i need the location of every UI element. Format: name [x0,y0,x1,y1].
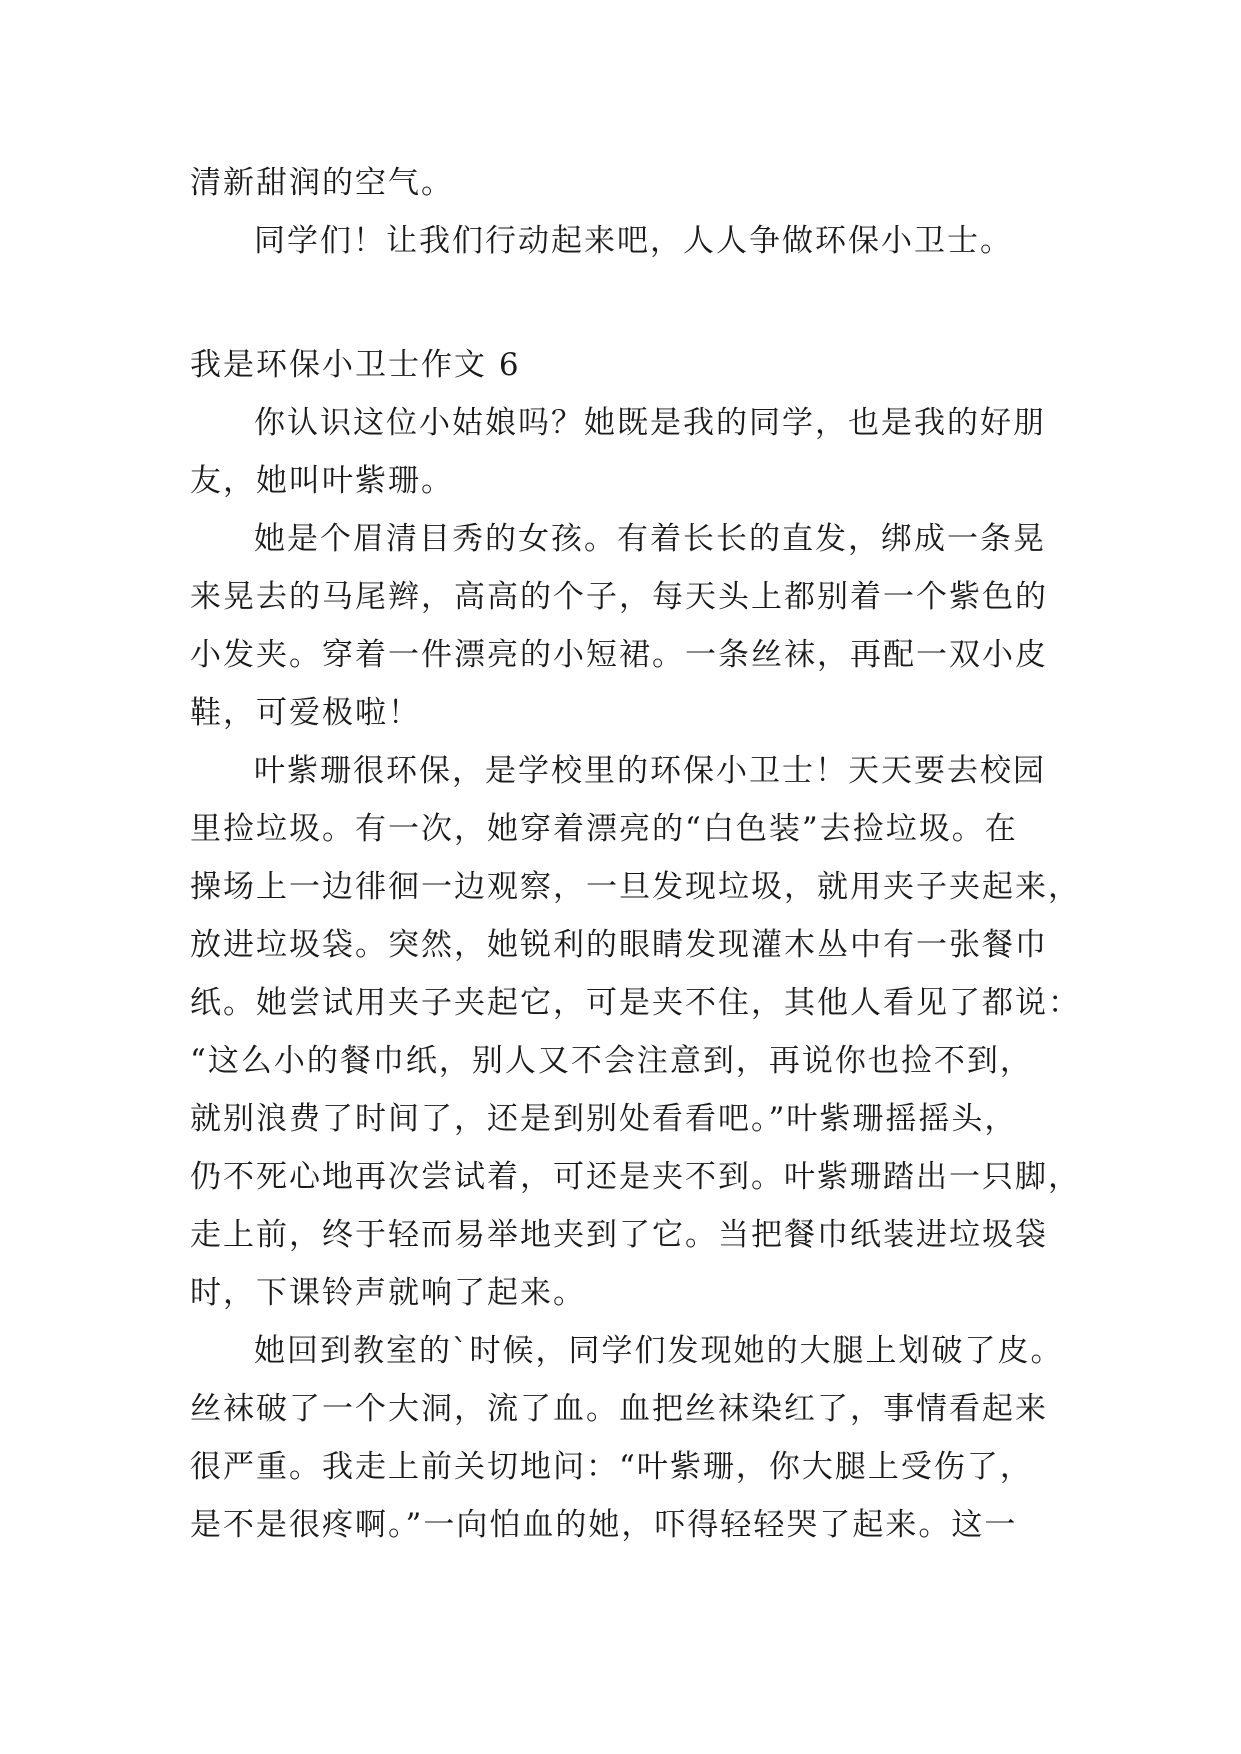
text-line: 操场上一边徘徊一边观察，一旦发现垃圾，就用夹子夹起来， [190,869,1081,905]
text-line: 就别浪费了时间了，还是到别处看看吧。”叶紫珊摇摇头， [190,1101,1018,1137]
text-line: 时，下课铃声就响了起来。 [190,1275,586,1311]
text-line: 叶紫珊很环保，是学校里的环保小卫士！天天要去校园 [254,753,1046,789]
text-line: 是不是很疼啊。”一向怕血的她，吓得轻轻哭了起来。这一 [190,1507,1018,1543]
text-line: 放进垃圾袋。突然，她锐利的眼睛发现灌木丛中有一张餐巾 [190,927,1048,963]
text-line: “这么小的餐巾纸，别人又不会注意到，再说你也捡不到， [190,1043,1033,1079]
text-line: 里捡垃圾。有一次，她穿着漂亮的“白色装”去捡垃圾。在 [190,811,1018,847]
previous-section [190,154,1070,270]
text-line: 很严重。我走上前关切地问：“叶紫珊，你大腿上受伤了， [190,1449,1033,1485]
essay-title: 我是环保小卫士作文 6 [190,347,521,383]
text-line: 清新甜润的空气。 [190,165,454,201]
text-line: 同学们！让我们行动起来吧，人人争做环保小卫士。 [254,223,1013,259]
text-line: 丝袜破了一个大洞，流了血。血把丝袜染红了，事情看起来 [190,1391,1048,1427]
text-line: 小发夹。穿着一件漂亮的小短裙。一条丝袜，再配一双小皮 [190,637,1048,673]
text-line: 走上前，终于轻而易举地夹到了它。当把餐巾纸装进垃圾袋 [190,1217,1048,1253]
text-line: 她回到教室的`时候，同学们发现她的大腿上划破了皮。 [254,1333,1064,1369]
text-line: 她是个眉清目秀的女孩。有着长长的直发，绑成一条晃 [254,521,1046,557]
text-line: 鞋，可爱极啦！ [190,695,421,731]
text-line: 纸。她尝试用夹子夹起它，可是夹不住，其他人看见了都说： [190,985,1081,1021]
text-line: 仍不死心地再次尝试着，可还是夹不到。叶紫珊踏出一只脚， [190,1159,1081,1195]
text-line: 来晃去的马尾辫，高高的个子，每天头上都别着一个紫色的 [190,579,1048,615]
essay-body [190,394,1081,1554]
text-line: 友，她叫叶紫珊。 [190,463,454,499]
text-line: 你认识这位小姑娘吗？她既是我的同学，也是我的好朋 [254,405,1046,441]
